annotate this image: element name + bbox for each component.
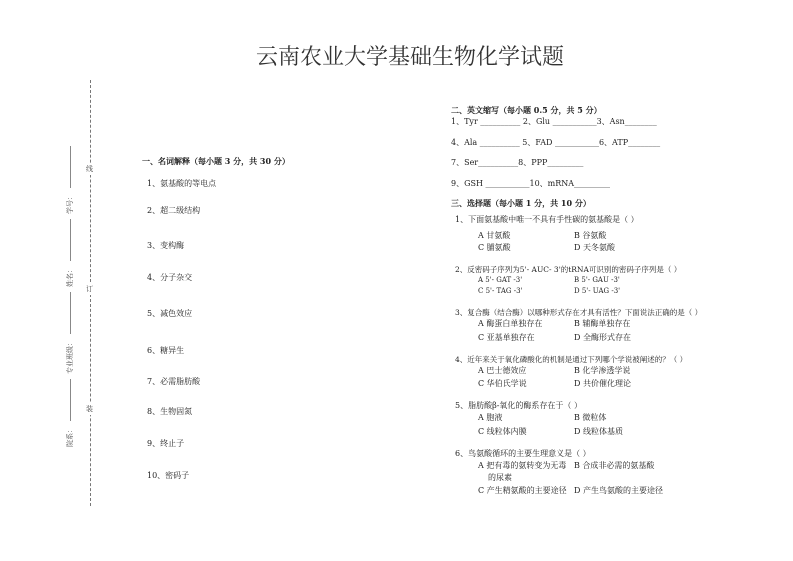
question: 4、近年来关于氧化磷酸化的机制是通过下列哪个学说被阐述的？（ ） xyxy=(455,355,688,364)
option-a: A 胞液 xyxy=(478,413,503,422)
abbr-line: 4、Ala __________ 5、FAD ___________6、ATP________ xyxy=(451,138,661,147)
option-d: D 5'- UAG -3' xyxy=(574,287,621,295)
question: 2、反密码子序列为5'- AUC- 3'的tRNA可识别的密码子序列是（ ） xyxy=(455,265,682,274)
student-id-blank[interactable] xyxy=(69,146,71,188)
term-item: 1、氨基酸的等电点 xyxy=(147,179,217,188)
option-b: B 辅酶单独存在 xyxy=(574,319,631,328)
option-c: C 产生精氨酸的主要途径 xyxy=(478,486,567,495)
term-item: 10、密码子 xyxy=(147,471,190,480)
question: 5、脂肪酸β-氧化的酶系存在于（ ） xyxy=(455,401,582,410)
question: 1、下面氨基酸中唯一不具有手性碳的氨基酸是（ ） xyxy=(455,215,639,224)
binding-mark-ding: 订 xyxy=(86,285,93,293)
section1-header: 一、名词解释（每小题 3 分，共 30 分） xyxy=(142,156,290,166)
option-b: B 谷氨酸 xyxy=(574,231,607,240)
option-b: B 5'- GAU -3' xyxy=(574,276,620,284)
binding-mark-xian: 线 xyxy=(86,165,93,173)
field-department: 院系： xyxy=(66,426,74,447)
option-b: B 微粒体 xyxy=(574,413,607,422)
field-name: 姓名： xyxy=(66,266,74,287)
option-a: A 酶蛋白单独存在 xyxy=(478,319,543,328)
option-c: C 华伯氏学说 xyxy=(478,379,527,388)
option-d: D 全酶形式存在 xyxy=(574,333,631,342)
abbr-line: 1、Tyr __________ 2、Glu ___________3、Asn________ xyxy=(451,117,657,126)
term-item: 2、超二级结构 xyxy=(147,206,201,215)
option-a: A 甘氨酸 xyxy=(478,231,511,240)
term-item: 9、终止子 xyxy=(147,439,185,448)
option-c: C 脯氨酸 xyxy=(478,243,511,252)
term-item: 6、糖异生 xyxy=(147,346,185,355)
question: 6、鸟氨酸循环的主要生理意义是（ ） xyxy=(455,449,591,458)
department-blank[interactable] xyxy=(69,379,71,421)
option-b: B 合成非必需的氨基酸 xyxy=(574,461,655,470)
option-a: A 5'- GAT -3' xyxy=(478,276,523,284)
option-c: C 线粒体内膜 xyxy=(478,427,527,436)
term-item: 8、生物固氮 xyxy=(147,407,193,416)
abbr-line: 7、Ser__________8、PPP_________ xyxy=(451,158,584,167)
option-d: D 线粒体基质 xyxy=(574,427,623,436)
term-item: 5、减色效应 xyxy=(147,309,193,318)
option-a-cont: 的尿素 xyxy=(488,473,512,482)
abbr-line: 9、GSH ___________10、mRNA_________ xyxy=(451,179,611,188)
option-d: D 共价催化理论 xyxy=(574,379,631,388)
option-a: A 巴士德效应 xyxy=(478,366,527,375)
term-item: 4、分子杂交 xyxy=(147,273,193,282)
class-blank[interactable] xyxy=(69,292,71,334)
student-info-fields xyxy=(65,143,75,447)
option-a: A 把有毒的氨转变为无毒 xyxy=(478,461,567,470)
term-item: 3、变构酶 xyxy=(147,241,185,250)
question: 3、复合酶（结合酶）以哪种形式存在才具有活性？下面说法正确的是（ ） xyxy=(455,308,703,317)
name-blank[interactable] xyxy=(69,219,71,261)
page-title: 云南农业大学基础生物化学试题 xyxy=(255,45,564,70)
option-c: C 5'- TAG -3' xyxy=(478,287,523,295)
binding-mark-zhuang: 装 xyxy=(86,405,93,413)
field-student-id: 学号： xyxy=(66,193,74,214)
option-d: D 产生鸟氨酸的主要途径 xyxy=(574,486,663,495)
option-d: D 天冬氨酸 xyxy=(574,243,615,252)
option-c: C 亚基单独存在 xyxy=(478,333,535,342)
option-b: B 化学渗透学说 xyxy=(574,366,631,375)
field-class: 专业班级： xyxy=(66,339,74,374)
section3-header: 三、选择题（每小题 1 分，共 10 分） xyxy=(451,198,591,208)
term-item: 7、必需脂肪酸 xyxy=(147,377,201,386)
section2-header: 二、英文缩写（每小题 0.5 分，共 5 分） xyxy=(451,105,602,115)
